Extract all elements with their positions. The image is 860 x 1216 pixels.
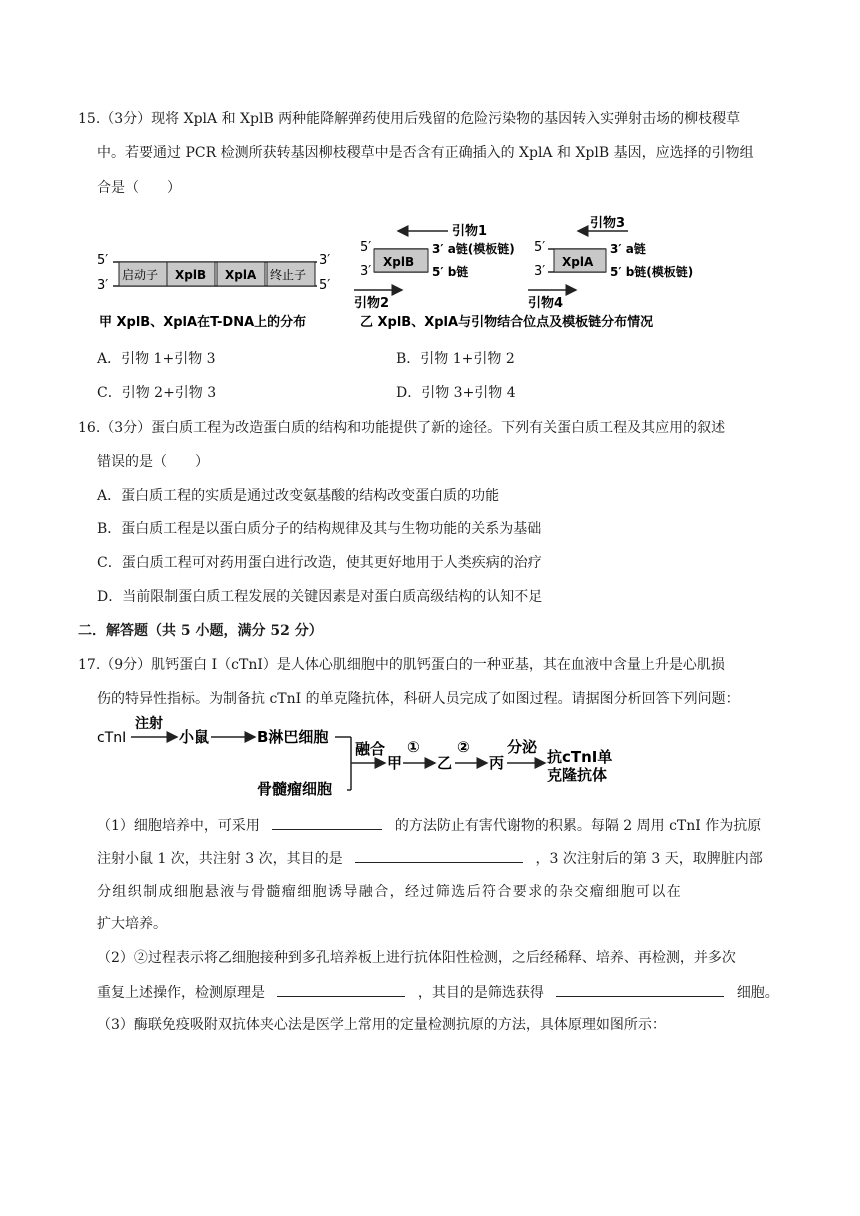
answer-blank-4[interactable] [556,982,724,997]
q17-part1-line1 [97,815,761,836]
flow-product-line1: 抗cTnI单 [547,748,613,766]
flow-yi: 乙 [437,754,453,772]
q17-p1-text-b: 的方法防止有害代谢物的积累。每隔 2 周用 cTnI 作为抗原 [394,818,762,834]
q17-stem-line1: 17.（9分）肌钙蛋白 I（cTnI）是人体心肌细胞中的肌钙蛋白的一种亚基，其在血液中含量上升是心肌损 [78,657,725,673]
yi-left-primer-top: 引物1 [452,224,488,239]
yi-left-top-right: 3′ a链(模板链) [432,242,515,256]
q16-option-c: C．蛋白质工程可对药用蛋白进行改造，使其更好地用于人类疾病的治疗 [97,555,542,571]
q17-flow-diagram [95,712,655,808]
q17-part3-line1: （3）酶联免疫吸附双抗体夹心法是医学上常用的定量检测抗原的方法，具体原理如图所示： [97,1017,666,1033]
q17-p2-text-b: 重复上述操作，检测原理是 [97,985,265,1001]
flow-product-line2: 克隆抗体 [547,766,608,784]
yi-left-bottom-right: 5′ b链 [432,265,469,279]
yi-left-top-left: 5′ [360,240,372,255]
q15-stem-line1: 15.（3分）现将 XplA 和 XplB 两种能降解弹药使用后残留的危险污染物的基因转入实弹射击场的柳枝稷草 [78,111,741,127]
yi-left-gene: XplB [383,255,415,269]
figure-jia [95,250,345,340]
q15-option-a: A．引物 1+引物 3 [97,351,216,367]
q16-option-a: A．蛋白质工程的实质是通过改变氨基酸的结构改变蛋白质的功能 [97,488,500,504]
yi-left-bottom-left: 3′ [360,264,372,279]
yi-left-primer-bottom: 引物2 [354,296,390,311]
flow-bcell: B淋巴细胞 [257,728,329,746]
flow-bing: 丙 [489,754,505,772]
flow-inject: 注射 [135,716,163,732]
q17-p2-text-c: ，其目的是筛选获得 [417,985,544,1001]
yi-right-bottom-right: 5′ b链(模板链) [610,265,694,279]
flow-secrete: 分泌 [507,738,538,756]
yi-right-bottom-left: 3′ [534,264,546,279]
answer-blank-1[interactable] [272,815,382,830]
jia-box-3: XplA [225,268,257,282]
flow-myeloma: 骨髓瘤细胞 [257,780,333,798]
q15-option-b: B．引物 1+引物 2 [396,351,515,367]
flow-cTnI: cTnI [97,730,127,746]
jia-box-2: XplB [175,268,207,282]
q17-part2-line1: （2）②过程表示将乙细胞接种到多孔培养板上进行抗体阳性检测，之后经稀释、培养、再检测，并多次 [97,950,736,966]
jia-5-left: 5′ [97,253,109,268]
answer-blank-3[interactable] [277,982,405,997]
q17-p1-text-d: ，3 次注射后的第 3 天，取脾脏内部 [535,851,763,867]
yi-right-primer-top: 引物3 [590,216,626,231]
q17-part1-line2 [97,848,763,869]
jia-3-left: 3′ [97,278,109,293]
q15-stem-line2: 中。若要通过 PCR 检测所获转基因柳枝稷草中是否含有正确插入的 XplA 和 XplB 基因，应选择的引物组 [97,145,754,161]
q17-p1-text-c: 注射小鼠 1 次，共注射 3 次，其目的是 [97,851,343,867]
flow-fuse: 融合 [355,740,386,758]
jia-caption: 甲 XplB、XplA在T-DNA上的分布 [99,315,307,330]
flow-step2: ② [457,738,470,756]
q17-part1-line4: 扩大培养。 [97,916,167,932]
q15-stem-line3: 合是（ ） [97,180,181,196]
jia-3-right: 3′ [319,253,331,268]
yi-right-gene: XplA [562,255,594,269]
q15-option-d: D．引物 3+引物 4 [396,385,516,401]
q16-option-d: D．当前限制蛋白质工程发展的关键因素是对蛋白质高级结构的认知不足 [97,589,543,605]
q15-option-c: C．引物 2+引物 3 [97,385,217,401]
figure-yi [350,213,710,340]
jia-5-right: 5′ [319,278,331,293]
flow-step1: ① [407,738,420,756]
yi-right-top-right: 3′ a链 [610,242,646,256]
flow-jia: 甲 [387,754,403,772]
yi-right-primer-bottom: 引物4 [528,296,564,311]
q16-option-b: B．蛋白质工程是以蛋白质分子的结构规律及其与生物功能的关系为基础 [97,521,542,537]
flow-mouse: 小鼠 [179,728,210,746]
answer-blank-2[interactable] [355,848,523,863]
jia-box-4: 终止子 [270,268,307,282]
section-heading: 二．解答题（共 5 小题，满分 52 分） [78,623,323,639]
q17-p2-text-d: 细胞。 [736,985,779,1001]
yi-caption: 乙 XplB、XplA与引物结合位点及模板链分布情况 [360,315,654,330]
q17-part1-line3: 分组织制成细胞悬液与骨髓瘤细胞诱导融合，经过筛选后符合要求的杂交瘤细胞可以在 [97,884,683,900]
yi-right-top-left: 5′ [534,240,546,255]
q17-part2-line2 [97,982,779,1003]
q16-stem-line2: 错误的是（ ） [97,454,209,470]
q16-stem-line1: 16.（3分）蛋白质工程为改造蛋白质的结构和功能提供了新的途径。下列有关蛋白质工程及其应用的叙述 [78,420,726,436]
jia-box-1: 启动子 [122,268,159,282]
q17-p1-text-a: （1）细胞培养中，可采用 [97,818,260,834]
q17-stem-line2: 伤的特异性指标。为制备抗 cTnI 的单克隆抗体，科研人员完成了如图过程。请据图分析回答下列问题： [97,691,740,707]
